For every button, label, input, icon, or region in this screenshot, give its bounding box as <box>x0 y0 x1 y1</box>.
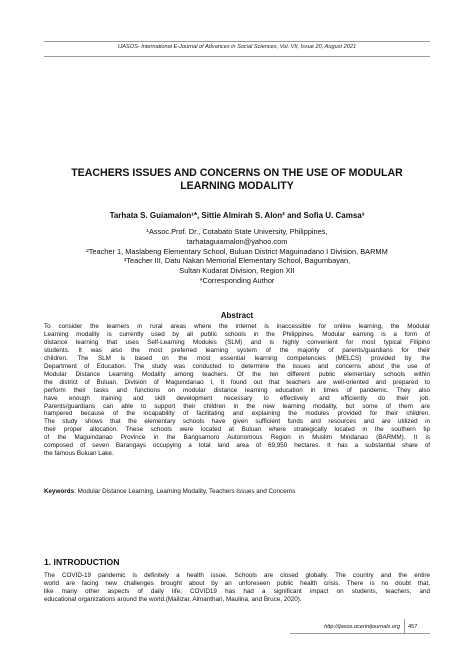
abstract-line: To consider the learners in rural areas where the internet is inaccessible for online learning, the Modular <box>44 323 430 330</box>
section-heading-introduction: 1. INTRODUCTION <box>44 557 120 567</box>
paper-title-line: TEACHERS ISSUES AND CONCERNS ON THE USE OF MODULAR <box>71 167 403 179</box>
journal-header: IJASOS- International E-Journal of Advances in Social Sciences, Vol. VII, Issue 20, August 2021 <box>117 44 357 50</box>
paper-title <box>44 167 430 193</box>
abstract-line: composed of seven Barangays occupying a total land area of 69,950 hectares. It has a substantial share of <box>44 442 430 450</box>
page-number: 457 <box>408 624 418 630</box>
abstract-line: distance learning that uses Self-Learning Modules (SLM) and is highly convenient for most typical Filipino <box>44 338 430 346</box>
affiliation-line: Sultan Kudarat Division, Region XII <box>179 266 295 276</box>
footer-rule <box>290 633 430 634</box>
footer-divider <box>404 619 405 633</box>
keywords-label: Keywords <box>44 488 75 495</box>
abstract-line: of the Maguindanao Province in the Bangsamoro Autonomous Region in Muslim Mindanao (BARMM). It is <box>44 434 430 442</box>
abstract-line: students. It was also the most preferred learning system of the majority of parents/guardians for their <box>44 346 430 354</box>
abstract-line: Learning modality is currently used by all public schools in the Philippines. Modular earning is a form of <box>44 330 430 338</box>
abstract-line: their proper allocation. These schools were located at Buluan where strategically located in the southern tip <box>44 426 430 434</box>
paper-title-line: LEARNING MODALITY <box>180 180 294 192</box>
keywords-text: : Modular Distance Learning, Learning Modality, Teachers Issues and Concerns <box>74 488 296 495</box>
abstract-heading: Abstract <box>220 311 254 320</box>
abstract-line: the famous Buluan Lake. <box>44 450 114 458</box>
abstract-line: The study shows that the elementary schools have given sufficient funds and resources and are utilized in <box>44 418 430 426</box>
abstract-line: the district of Buluan, Division of Maguindanao I, It found out that teachers are well-oriented and prepared to <box>44 378 430 386</box>
author-list: Tarhata S. Guiamalon¹*, Sittie Almirah S. Alon² and Sofia U. Camsa³ <box>109 211 365 220</box>
introduction-line: educational organizations around the world.(Mailizar, Almanthari, Maulina, and Bruce, 2020). <box>44 595 302 603</box>
abstract-body <box>44 323 430 458</box>
affiliation-line: ¹Assoc.Prof. Dr., Cotabato State University, Philippines, <box>146 227 328 236</box>
corresponding-author-note: *Corresponding Author <box>199 275 275 285</box>
abstract-line: Modular Distance Learning Modality among teachers. Of the ten different public elementary schools within <box>44 370 430 378</box>
introduction-line: like many other aspects of daily life, COVID19 has had a significant impact on students, teachers, and <box>44 587 430 595</box>
header-rule-top <box>44 41 430 42</box>
introduction-line: The COVID-19 pandemic is definitely a health issue. Schools are closed globally. The country and the entire <box>44 572 430 579</box>
abstract-line: children. The SLM is based on the most essential learning competencies (MELCS) provided by the <box>44 354 430 362</box>
affiliations <box>44 227 430 286</box>
keywords <box>44 488 430 495</box>
abstract-line: have enough training and skill development necessary to effectively and efficiently do their job. <box>44 394 430 402</box>
affiliation-line: ²Teacher 1, Maslabeng Elementary School, Buluan District Maguinadano I Division, BARMM <box>86 246 388 256</box>
abstract-line: Parents/guardians can able to support their children in the new learning modality, but some of them are <box>44 402 430 410</box>
abstract-line: hampered because of the incapability of facilitating and explaining the modules provided for their children. <box>44 410 430 418</box>
affiliation-line: ³Teacher III, Datu Nakan Memorial Elementary School, Bagumbayan, <box>123 256 351 266</box>
footer-url-link[interactable]: http://ijasos.ocerintjournals.org <box>324 624 400 630</box>
abstract-line: perform their tasks and functions on modular distance learning education in times of pandemic. They also <box>44 386 430 394</box>
introduction-line: world are facing new challenges brought about by an unforeseen public health crisis. There is no doubt that, <box>44 579 430 587</box>
introduction-body <box>44 572 430 604</box>
author-email[interactable]: tarhataguiamalon@yahoo.com <box>186 236 288 246</box>
abstract-line: Department of Education. The study was conducted to determine the issues and concerns about the use of <box>44 362 430 370</box>
header-rule-bottom <box>44 56 430 57</box>
